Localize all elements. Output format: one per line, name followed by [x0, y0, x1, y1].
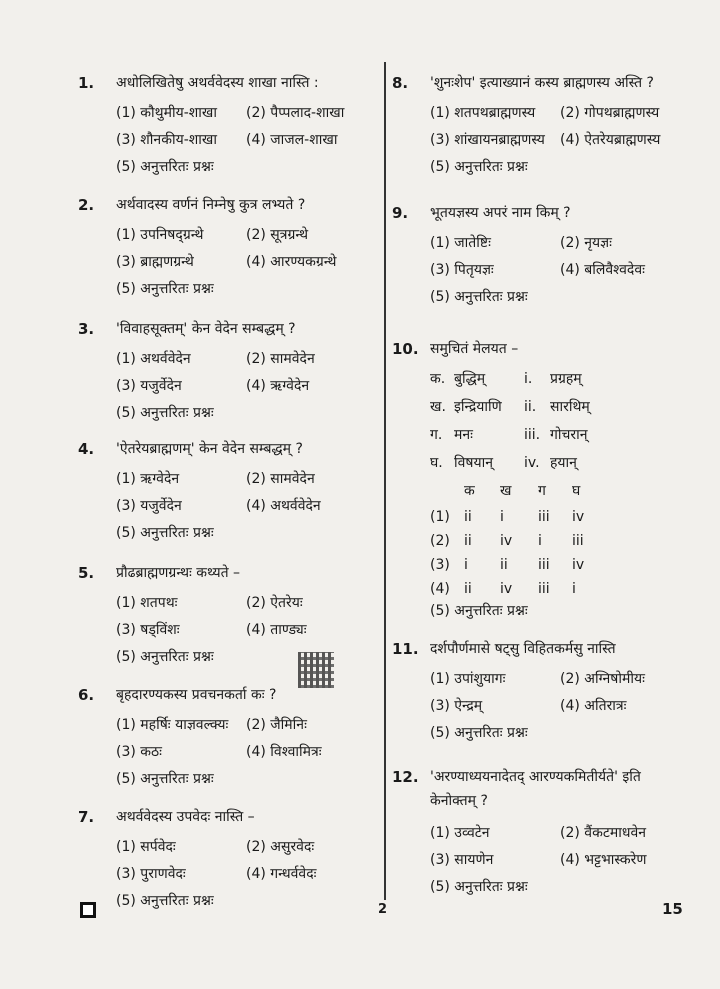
option: (5) अनुत्तरितः प्रश्नः [116, 771, 214, 787]
option: (4) आरण्यकग्रन्थे [246, 254, 337, 270]
option: (3) कठः [116, 744, 162, 760]
choice-cell: iii [538, 557, 550, 573]
match-cell: मनः [454, 427, 473, 443]
option: (1) महर्षिः याज्ञवल्क्यः [116, 717, 229, 733]
option: (5) अनुत्तरितः प्रश्नः [430, 603, 528, 619]
question-stem: समुचितं मेलयत – [430, 341, 519, 357]
option: (1) अथर्ववेदेन [116, 351, 191, 367]
option: (1) शतपथः [116, 595, 178, 611]
match-cell: iv. [524, 455, 540, 471]
option: (2) असुरवेदः [246, 839, 315, 855]
question-number: 10. [392, 340, 419, 358]
option: (4) बलिवैश्वदेवः [560, 262, 645, 278]
question-number: 8. [392, 74, 409, 92]
option: (3) ऐन्द्रम् [430, 698, 483, 714]
option: (4) ऋग्वेदेन [246, 378, 310, 394]
option: (5) अनुत्तरितः प्रश्नः [430, 289, 528, 305]
option: (1) उपनिषद्ग्रन्थे [116, 227, 204, 243]
question-number: 4. [78, 440, 95, 458]
option: (2) जैमिनिः [246, 717, 307, 733]
option: (5) अनुत्तरितः प्रश्नः [430, 159, 528, 175]
choice-cell: iv [500, 533, 513, 549]
question-number: 11. [392, 640, 419, 658]
question-number: 2. [78, 196, 95, 214]
option: (1) जातेष्टिः [430, 235, 491, 251]
match-cell: ख. [430, 399, 446, 415]
option: (5) अनुत्तरितः प्रश्नः [430, 725, 528, 741]
option: (3) यजुर्वेदेन [116, 378, 182, 394]
page-number-center: 2 [378, 902, 388, 917]
question-stem: 'ऐतरेयब्राह्मणम्' केन वेदेन सम्बद्धम् ? [116, 441, 303, 457]
option: (2) अग्निषोमीयः [560, 671, 645, 687]
choice-cell: iii [538, 581, 550, 597]
question-number: 12. [392, 768, 419, 786]
option: (4) जाजल-शाखा [246, 132, 338, 148]
choice-cell: iv [572, 509, 585, 525]
choice-cell: i [464, 557, 468, 573]
match-cell: सारथिम् [550, 399, 590, 415]
option: (1) सर्पवेदः [116, 839, 176, 855]
match-header: क [464, 483, 475, 499]
match-cell: हयान् [550, 455, 577, 471]
question-stem: अधोलिखितेषु अथर्ववेदस्य शाखा नास्ति : [116, 75, 319, 91]
question-stem: बृहदारण्यकस्य प्रवचनकर्ता कः ? [116, 687, 277, 703]
option: (5) अनुत्तरितः प्रश्नः [116, 649, 214, 665]
choice-cell: i [500, 509, 504, 525]
option: (4) ताण्ड्यः [246, 622, 307, 638]
match-cell: iii. [524, 427, 541, 443]
option: (3) सायणेन [430, 852, 494, 868]
option: (4) भट्टभास्करेण [560, 852, 647, 868]
choice-cell: iii [538, 509, 550, 525]
match-cell: ii. [524, 399, 537, 415]
question-stem-cont: केनोक्तम् ? [430, 793, 488, 809]
choice-cell: (1) [430, 509, 450, 525]
match-cell: बुद्धिम् [454, 371, 486, 387]
option: (4) ऐतरेयब्राह्मणस्य [560, 132, 661, 148]
choice-cell: iv [572, 557, 585, 573]
question-number: 3. [78, 320, 95, 338]
option: (3) ब्राह्मणग्रन्थे [116, 254, 194, 270]
match-cell: घ. [430, 455, 443, 471]
choice-cell: iii [572, 533, 584, 549]
option: (2) सूत्रग्रन्थे [246, 227, 309, 243]
choice-cell: ii [464, 533, 472, 549]
option: (2) सामवेदेन [246, 351, 315, 367]
option: (1) उव्वटेन [430, 825, 490, 841]
choice-cell: (4) [430, 581, 450, 597]
question-number: 7. [78, 808, 95, 826]
question-number: 9. [392, 204, 409, 222]
match-cell: i. [524, 371, 533, 387]
option: (1) शतपथब्राह्मणस्य [430, 105, 536, 121]
match-cell: विषयान् [454, 455, 494, 471]
match-cell: ग. [430, 427, 443, 443]
choice-cell: (2) [430, 533, 450, 549]
option: (5) अनुत्तरितः प्रश्नः [116, 893, 214, 909]
option: (5) अनुत्तरितः प्रश्नः [116, 405, 214, 421]
question-number: 1. [78, 74, 95, 92]
option: (3) यजुर्वेदेन [116, 498, 182, 514]
choice-cell: (3) [430, 557, 450, 573]
option: (2) नृयज्ञः [560, 235, 612, 251]
choice-cell: iv [500, 581, 513, 597]
question-number: 5. [78, 564, 95, 582]
page-number-right: 15 [662, 900, 683, 918]
option: (3) पितृयज्ञः [430, 262, 494, 278]
option: (1) कौथुमीय-शाखा [116, 105, 217, 121]
qr-code-icon [298, 652, 334, 688]
option: (2) ऐतरेयः [246, 595, 303, 611]
match-cell: क. [430, 371, 446, 387]
question-stem: 'शुनःशेप' इत्याख्यानं कस्य ब्राह्मणस्य अस्ति ? [430, 75, 654, 91]
choice-cell: ii [464, 509, 472, 525]
option: (5) अनुत्तरितः प्रश्नः [116, 159, 214, 175]
option: (4) गन्धर्ववेदः [246, 866, 317, 882]
question-stem: अथर्ववेदस्य उपवेदः नास्ति – [116, 809, 255, 825]
option: (1) उपांशुयागः [430, 671, 506, 687]
option: (3) पुराणवेदः [116, 866, 186, 882]
question-stem: 'विवाहसूक्तम्' केन वेदेन सम्बद्धम् ? [116, 321, 296, 337]
match-cell: गोचरान् [550, 427, 588, 443]
choice-cell: ii [500, 557, 508, 573]
column-divider [384, 62, 386, 900]
option: (2) वैंकटमाधवेन [560, 825, 647, 841]
option: (1) ऋग्वेदेन [116, 471, 180, 487]
option: (3) शौनकीय-शाखा [116, 132, 217, 148]
match-cell: इन्द्रियाणि [454, 399, 502, 415]
option: (5) अनुत्तरितः प्रश्नः [430, 879, 528, 895]
option: (5) अनुत्तरितः प्रश्नः [116, 525, 214, 541]
option: (3) षड्विंशः [116, 622, 180, 638]
square-marker-icon [80, 902, 96, 918]
option: (5) अनुत्तरितः प्रश्नः [116, 281, 214, 297]
option: (2) गोपथब्राह्मणस्य [560, 105, 660, 121]
option: (3) शांखायनब्राह्मणस्य [430, 132, 545, 148]
question-number: 6. [78, 686, 95, 704]
match-header: ग [538, 483, 546, 499]
choice-cell: i [572, 581, 576, 597]
choice-cell: ii [464, 581, 472, 597]
question-stem: अर्थवादस्य वर्णनं निम्नेषु कुत्र लभ्यते ? [116, 197, 306, 213]
option: (2) पैप्पलाद-शाखा [246, 105, 345, 121]
option: (2) सामवेदेन [246, 471, 315, 487]
option: (4) अथर्ववेदेन [246, 498, 321, 514]
option: (4) अतिरात्रः [560, 698, 627, 714]
question-stem: 'अरण्याध्ययनादेतद् आरण्यकमितीर्यते' इति [430, 769, 641, 785]
option: (4) विश्वामित्रः [246, 744, 322, 760]
question-stem: दर्शपौर्णमासे षट्सु विहितकर्मसु नास्ति [430, 641, 616, 657]
choice-cell: i [538, 533, 542, 549]
match-cell: प्रग्रहम् [550, 371, 582, 387]
question-stem: भूतयज्ञस्य अपरं नाम किम् ? [430, 205, 571, 221]
match-header: घ [572, 483, 581, 499]
question-stem: प्रौढब्राह्मणग्रन्थः कथ्यते – [116, 565, 240, 581]
match-header: ख [500, 483, 512, 499]
